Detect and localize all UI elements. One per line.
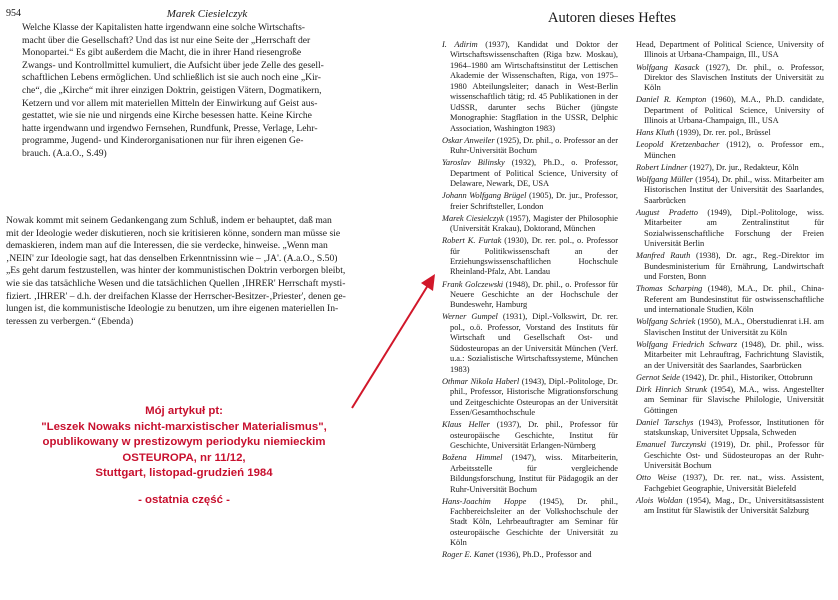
author-details: (1905), Dr. jur., Professor, freier Schriftsteller, London — [450, 191, 619, 211]
author-details: (1954), Dr. phil., wiss. Mitarbeiter am Historischen Institut der Universität des Saarlandes, Saarbrücken — [644, 175, 824, 205]
author-entry — [636, 496, 824, 517]
author-name: Daniel Tarschys — [636, 417, 694, 427]
author-details: (1939), Dr. rer. pol., Brüssel — [674, 128, 771, 138]
author-entry — [442, 191, 618, 212]
author-name: Emanuel Turczynski — [636, 440, 707, 450]
author-entry — [636, 40, 824, 61]
paragraph-line: lungen ist, die kommunistische Ideologie zu benutzen, um ihre eigenen materiellen In- — [6, 303, 339, 315]
author-entry — [442, 453, 618, 495]
author-details: (1919), Dr. phil., Professor für Geschichte Ost- und Südosteuropas an der Ruhr-Universität Bochum — [644, 440, 824, 471]
author-name: Klaus Heller — [442, 420, 490, 430]
author-details: (1949), Dipl.-Politologe, wiss. Mitarbeiter am Zentralinstitut für Sozialwissenschaftliche Forschung der Freien Universität Berlin — [644, 207, 824, 249]
quote-line: Zwangs- und Kontrollmittel kumuliert, die Aufsicht über jede Zelle des gesell- — [22, 59, 324, 71]
paragraph-line: wie sie das tatsächliche Wesen und die tatsächlichen Quellen ‚IHRER' Herrschaft mysti- — [6, 277, 346, 289]
author-details: (1937), Dr. rer. nat., wiss. Assistent, Fachgebiet Geographie, Universität Bielefeld — [644, 473, 824, 493]
author-name: Gernot Seide — [636, 372, 680, 382]
annotation-closing: - ostatnia część - — [138, 493, 230, 506]
author-entry — [442, 280, 618, 311]
author-details: (1938), Dr. agr., Reg.-Direktor im Bundesministerium für Ernährung, Landwirtschaft und Forsten, Bonn — [644, 251, 824, 282]
author-name: Leopold Kretzenbacher — [636, 140, 720, 150]
author-name: Manfred Rauth — [636, 251, 691, 261]
author-details: (1927), Dr. jur., Redakteur, Köln — [687, 162, 799, 172]
author-details: (1931), Dipl.-Volkswirt, Dr. rer. pol., o.ö. Professor, Vorstand des Instituts für Wirtschaft und Gesellschaft Ost- und Südosteuropas an der Universität München (Verf. u.a.: Sozialistische Wirtschaftssysteme, München 1983) — [450, 312, 618, 374]
quote-line: Welche Klasse der Kapitalisten hatte irgendwann eine solche Wirtschafts- — [22, 22, 306, 33]
running-head: Marek Ciesielczyk — [166, 8, 248, 20]
author-entry — [442, 40, 618, 134]
author-details: (1937), Kandidat und Doktor der Wirtschaftswissenschaften (Riga bzw. Moskau), 1964–1980 am Wirtschaftsinstitut der Lettischen Akademie der Wissenschaften, Riga, von 1975–1980 Abteilungsleiter; danach in West-Berlin wissenschaftlich tätig; rd. 45 Publikationen in der UdSSR, darunter sechs Bücher (jüngste Monographie: Stagflation in the USSR, Delphic Association, Washington 1983) — [450, 40, 619, 133]
author-entry — [636, 418, 824, 439]
author-details: (1943), Dipl.-Politologe, Dr. phil., Professor, Historische Migrationsforschung und Zeitgeschichte Osteuropas an der Universität Essen/Gesamthochschule — [450, 376, 618, 418]
author-name: Thomas Scharping — [636, 284, 703, 294]
author-details: (1936), Ph.D., Professor and — [493, 550, 592, 560]
author-name: I. Adirim — [442, 40, 478, 49]
quote-line: Ketzern und vor allem mit materiellen Mitteln der Einwirkung auf Geist aus- — [22, 97, 318, 109]
author-entry — [442, 136, 618, 157]
paragraph-line: ‚NEIN' zur Ideologie sagt, hat das denselben Erkenntnissinn wie – ‚JA'. (A.a.O., S.50) — [6, 252, 338, 264]
author-details: (1925), Dr. phil., o. Professor an der Ruhr-Universität Bochum — [450, 135, 619, 156]
author-name: Božena Himmel — [442, 453, 503, 463]
red-annotation — [24, 404, 344, 508]
left-page — [0, 0, 414, 600]
author-entry — [442, 214, 618, 235]
author-entry — [636, 440, 824, 471]
paragraph-line: „Es geht darum festzustellen, was hinter der kommunistischen Doktrin verborgen bleibt, — [6, 265, 346, 277]
author-details: (1937), Dr. phil., Professor für osteuropäische Geschichte, Institut für Geschichte, Universität Erlangen-Nürnberg — [450, 420, 618, 451]
author-details: (1947), wiss. Mitarbeiterin, Arbeitsstelle für vergleichende Bildungsforschung, Institut für Pädagogik an der Ruhr-Universität Bochum — [450, 453, 618, 494]
quote-line: hatte irgendwann und irgendwo Fernsehen, Rundfunk, Presse, Verlage, Lehr- — [22, 122, 318, 134]
author-entry — [636, 163, 824, 173]
authors-column-2 — [636, 40, 824, 518]
author-entry — [442, 312, 618, 375]
author-details: (1912), o. Professor em., München — [644, 140, 824, 160]
author-entry — [636, 208, 824, 250]
author-name: Dirk Hinrich Strunk — [636, 384, 707, 394]
author-details: (1927), Dr. phil., o. Professor, Direktor des Slavischen Instituts der Universität zu Köln — [644, 62, 825, 93]
author-entry — [636, 385, 824, 416]
author-name: Othmar Nikola Haberl — [442, 376, 520, 386]
author-name: Roger E. Kanet — [442, 550, 494, 560]
paragraph-line: teressen zu verbergen.“ (Ebenda) — [6, 315, 134, 327]
author-entry — [636, 317, 824, 338]
paragraph-line: mit der Ideologie weder diskutieren, noch sie kritisieren könne, sondern man müsse sie — [6, 227, 341, 239]
author-entry — [636, 251, 824, 282]
author-name: Wolfgang Kasack — [636, 62, 700, 72]
author-entry — [442, 497, 618, 549]
author-details: (1930), Dr. rer. pol., o. Professor für Politikwissenschaft an der Erziehungswissenschaftlichen Hochschule Rheinland-Pfalz, Abt. Landau — [450, 236, 618, 277]
author-name: Wolfgang Friedrich Schwarz — [636, 339, 738, 349]
author-entry — [636, 373, 824, 383]
quote-line: Monopartei.“ Es gibt außerdem die Macht, die in ihrer Hand riesengroße — [22, 47, 302, 59]
author-details: (1948), Dr. phil., o. Professor für Neuere Geschichte an der Hochschule der Bundeswehr, Hamburg — [450, 279, 618, 310]
quote-line: macht über die Gesellschaft? Und das ist nur eine Seite der „Herrschaft der — [22, 34, 311, 46]
annotation-line: opublikowany w prestizowym periodyku niemieckim — [42, 436, 326, 448]
author-details: (1945), Dr. phil., Fachbereichsleiter an der Volkshochschule der Stadt Köln, Lehrbeauftragter am Seminar für osteuropäische Geschichte der Universität zu Köln — [450, 496, 619, 548]
author-entry — [442, 158, 618, 189]
author-name: Hans-Joachim Hoppe — [442, 496, 527, 506]
author-entry — [636, 473, 824, 494]
author-details: (1960), M.A., Ph.D. candidate, Department of Political Science, University of Illinois at Urbana-Champaign, Ill., USA — [644, 95, 824, 126]
author-entry — [442, 550, 618, 560]
author-details: (1943), Professor, Institutionen för statskunskap, Universitet Uppsala, Schweden — [644, 417, 824, 438]
author-entry — [442, 236, 618, 278]
paragraph-line: demaskieren, indem man auf die Interessen, die sie verdecke, hinweise. „Wenn man — [6, 240, 328, 252]
quote-line: gestattet, wie sie nie und nirgends eine Kirche besessen hatte. Keine Kirche — [22, 110, 312, 122]
quote-line: programme, Jugend- und Kinderorganisationen nur für ihren eigenen Ge- — [22, 135, 304, 147]
author-details: (1932), Ph.D., o. Professor, Department of Political Science, University of Delaware, Newark, DE, USA — [450, 158, 618, 189]
author-details: (1950), M.A., Oberstudienrat i.H. am Slavischen Institut der Universität zu Köln — [644, 317, 824, 337]
author-details: (1948), Dr. phil., wiss. Mitarbeiter mit Lehrauftrag, Fachrichtung Slavistik, an der Universität des Saarlandes, Saarbrücken — [644, 339, 824, 370]
author-entry — [636, 284, 824, 315]
author-details: (1954), Mag., Dr., Universitätsassistent am Institut für Slawistik der Universität Salzburg — [644, 495, 825, 516]
author-name: Daniel R. Kempton — [636, 95, 707, 105]
quote-line: schaftlichen Lebens ermöglichen. Und schließlich ist sie auch noch eine „Kir- — [22, 72, 321, 84]
author-details: Head, Department of Political Science, University of Illinois at Urbana-Champaign, Ill., USA — [636, 40, 824, 60]
author-details: (1954), M.A., wiss. Angestellter am Seminar für Slavische Philologie, Universität Göttingen — [644, 384, 824, 415]
author-name: Alois Woldan — [636, 495, 683, 505]
author-name: Robert Lindner — [636, 162, 688, 172]
annotation-line: Stuttgart, listopad-grudzień 1984 — [95, 467, 273, 479]
annotation-line: OSTEUROPA, nr 11/12, — [122, 451, 246, 464]
author-entry — [636, 128, 824, 138]
quote-line: brauch. (A.a.O., S.49) — [22, 147, 107, 159]
author-entry — [636, 175, 824, 206]
paragraph-line: Nowak kommt mit seinem Gedankengang zum Schluß, indem er behauptet, daß man — [6, 215, 332, 226]
paragraph-line: fiziert. ‚IHRER' – d.h. der dreifachen Klasse der Herrscher-Besitzer-‚Priester', denen ge- — [6, 290, 346, 302]
author-entry — [636, 63, 824, 94]
author-name: Otto Weise — [636, 473, 677, 483]
author-name: Robert K. Furtak — [442, 236, 502, 246]
author-entry — [636, 340, 824, 371]
authors-column-1 — [442, 40, 618, 562]
quote-line: che“, die „Kirche“ mit ihrer einzigen Doktrin, geistigen Vätern, Dogmatikern, — [22, 84, 322, 96]
author-name: Marek Ciesielczyk — [442, 213, 504, 223]
body-paragraph — [6, 215, 402, 328]
page-number: 954 — [6, 8, 21, 19]
author-name: Wolfgang Müller — [636, 175, 693, 184]
author-name: Werner Gumpel — [442, 312, 498, 322]
author-entry — [636, 95, 824, 126]
author-entry — [442, 377, 618, 419]
author-name: Frank Golczewski — [442, 279, 504, 289]
author-name: Oskar Anweiler — [442, 135, 495, 145]
right-page — [418, 0, 838, 600]
author-details: (1957), Magister der Philosophie (Universität Krakau), Doktorand, München — [450, 213, 618, 234]
author-details: (1942), Dr. phil., Historiker, Ottobrunn — [679, 372, 813, 382]
annotation-line: Mój artykuł pt: — [145, 405, 223, 417]
author-name: Wolfgang Schriek — [636, 317, 696, 327]
author-name: Yaroslav Bilinsky — [442, 158, 505, 168]
author-entry — [442, 420, 618, 451]
author-name: Hans Kluth — [636, 128, 675, 138]
author-name: Johann Wolfgang Brügel — [442, 191, 527, 201]
author-details: (1948), M.A., Dr. phil., China-Referent am Bundesinstitut für ostwissenschaftliche und internationale Studien, Köln — [644, 284, 824, 315]
quote-block — [22, 22, 394, 161]
authors-heading: Autoren dieses Heftes — [548, 10, 677, 26]
author-name: August Pradetto — [636, 207, 698, 217]
author-entry — [636, 140, 824, 161]
annotation-line: "Leszek Nowaks nicht-marxistischer Materialismus", — [41, 420, 327, 433]
